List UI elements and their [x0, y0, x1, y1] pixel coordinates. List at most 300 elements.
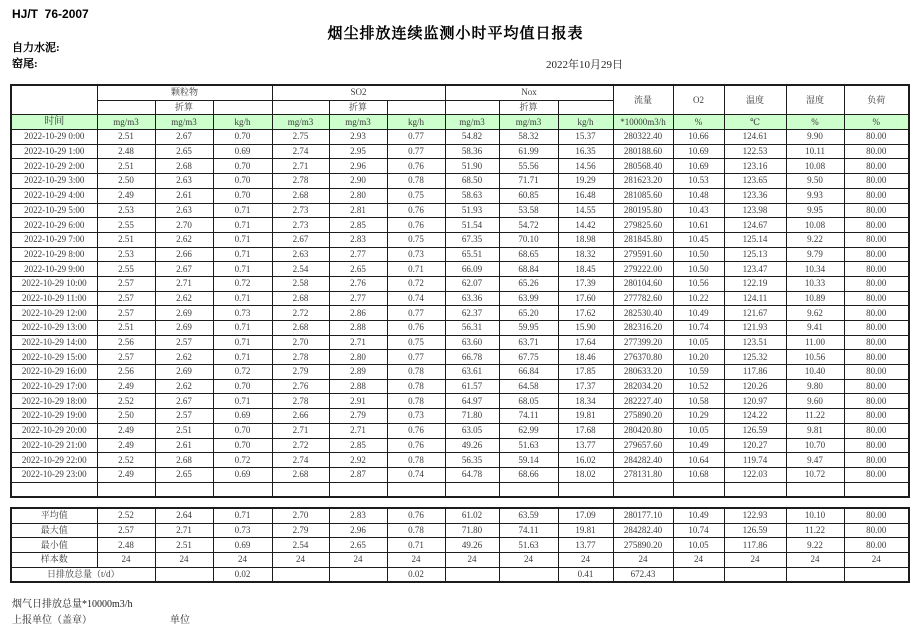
value-cell: 15.90	[558, 321, 613, 336]
value-cell: 120.27	[724, 438, 786, 453]
value-cell: 58.32	[499, 130, 558, 145]
value-cell: 17.68	[558, 423, 613, 438]
value-cell: 0.76	[387, 203, 445, 218]
value-cell: 2.75	[272, 130, 329, 145]
value-cell: 2.71	[155, 276, 213, 291]
company-label: 自力水泥:	[12, 42, 60, 54]
value-cell: 0.77	[387, 306, 445, 321]
value-cell: 282227.40	[613, 394, 673, 409]
summary-value-cell: 13.77	[558, 538, 613, 553]
value-cell: 80.00	[844, 467, 909, 482]
reporting-unit-label: 上报单位（盖章）	[12, 615, 92, 626]
unit-cell: mg/m3	[272, 115, 329, 130]
unit-cell: kg/h	[387, 115, 445, 130]
summary-value-cell: 51.63	[499, 538, 558, 553]
value-cell: 80.00	[844, 409, 909, 424]
value-cell: 80.00	[844, 394, 909, 409]
value-cell: 0.71	[213, 321, 272, 336]
value-cell: 2.69	[155, 321, 213, 336]
value-cell: 2.49	[97, 188, 155, 203]
summary-row	[11, 508, 909, 523]
value-cell: 10.29	[673, 409, 724, 424]
summary-value-cell: 24	[786, 553, 844, 568]
summary-value-cell	[499, 567, 558, 582]
value-cell: 10.05	[673, 423, 724, 438]
value-cell: 68.05	[499, 394, 558, 409]
empty-cell	[445, 482, 499, 497]
value-cell: 2.68	[155, 453, 213, 468]
value-cell: 67.75	[499, 350, 558, 365]
value-cell: 0.78	[387, 453, 445, 468]
value-cell: 0.78	[387, 174, 445, 189]
value-cell: 123.98	[724, 203, 786, 218]
value-cell: 68.50	[445, 174, 499, 189]
value-cell: 80.00	[844, 232, 909, 247]
value-cell: 49.26	[445, 438, 499, 453]
value-cell: 2.73	[272, 203, 329, 218]
value-cell: 17.85	[558, 365, 613, 380]
summary-value-cell: 2.51	[155, 538, 213, 553]
value-cell: 0.76	[387, 423, 445, 438]
value-cell: 80.00	[844, 350, 909, 365]
table-row	[11, 321, 909, 336]
value-cell: 10.08	[786, 218, 844, 233]
value-cell: 16.35	[558, 144, 613, 159]
value-cell: 10.50	[673, 262, 724, 277]
value-cell: 2.71	[272, 423, 329, 438]
value-cell: 9.90	[786, 130, 844, 145]
empty-row	[11, 482, 909, 497]
subheader-converted: 折算	[499, 100, 558, 115]
value-cell: 63.60	[445, 335, 499, 350]
summary-value-cell: 126.59	[724, 523, 786, 538]
time-cell: 2022-10-29 20:00	[11, 423, 97, 438]
value-cell: 124.11	[724, 291, 786, 306]
summary-value-cell: 0.69	[213, 538, 272, 553]
value-cell: 281085.60	[613, 188, 673, 203]
value-cell: 280195.80	[613, 203, 673, 218]
col-header-flow: 流量	[613, 85, 673, 115]
value-cell: 51.54	[445, 218, 499, 233]
value-cell: 0.72	[213, 276, 272, 291]
value-cell: 2.56	[97, 365, 155, 380]
value-cell: 2.55	[97, 218, 155, 233]
value-cell: 0.70	[213, 159, 272, 174]
value-cell: 62.07	[445, 276, 499, 291]
value-cell: 80.00	[844, 291, 909, 306]
value-cell: 16.02	[558, 453, 613, 468]
value-cell: 2.89	[329, 365, 387, 380]
summary-value-cell: 24	[499, 553, 558, 568]
table-row	[11, 130, 909, 145]
value-cell: 2.77	[329, 291, 387, 306]
value-cell: 125.32	[724, 350, 786, 365]
value-cell: 280633.20	[613, 365, 673, 380]
value-cell: 2.51	[97, 130, 155, 145]
value-cell: 18.46	[558, 350, 613, 365]
value-cell: 64.58	[499, 379, 558, 394]
value-cell: 0.70	[213, 188, 272, 203]
value-cell: 0.70	[213, 174, 272, 189]
value-cell: 11.22	[786, 409, 844, 424]
value-cell: 2.76	[329, 276, 387, 291]
value-cell: 2.68	[272, 467, 329, 482]
value-cell: 278131.80	[613, 467, 673, 482]
table-row	[11, 291, 909, 306]
value-cell: 9.95	[786, 203, 844, 218]
value-cell: 124.22	[724, 409, 786, 424]
value-cell: 10.11	[786, 144, 844, 159]
summary-value-cell: 122.93	[724, 508, 786, 523]
value-cell: 10.69	[673, 159, 724, 174]
summary-value-cell: 2.52	[97, 508, 155, 523]
unit-cell: %	[786, 115, 844, 130]
value-cell: 119.74	[724, 453, 786, 468]
summary-value-cell: 2.57	[97, 523, 155, 538]
value-cell: 62.99	[499, 423, 558, 438]
value-cell: 126.59	[724, 423, 786, 438]
summary-value-cell: 10.49	[673, 508, 724, 523]
value-cell: 66.78	[445, 350, 499, 365]
value-cell: 0.71	[213, 247, 272, 262]
value-cell: 2.67	[155, 394, 213, 409]
value-cell: 10.52	[673, 379, 724, 394]
table-row	[11, 203, 909, 218]
value-cell: 9.79	[786, 247, 844, 262]
summary-value-cell	[844, 567, 909, 582]
empty-cell	[387, 482, 445, 497]
value-cell: 0.73	[387, 247, 445, 262]
value-cell: 281623.20	[613, 174, 673, 189]
time-cell: 2022-10-29 4:00	[11, 188, 97, 203]
summary-value-cell: 24	[155, 553, 213, 568]
value-cell: 2.52	[97, 394, 155, 409]
value-cell: 2.54	[272, 262, 329, 277]
value-cell: 2.95	[329, 144, 387, 159]
value-cell: 0.72	[213, 453, 272, 468]
summary-value-cell: 2.96	[329, 523, 387, 538]
value-cell: 2.79	[329, 409, 387, 424]
summary-value-cell: 80.00	[844, 523, 909, 538]
value-cell: 63.99	[499, 291, 558, 306]
value-cell: 67.35	[445, 232, 499, 247]
value-cell: 71.80	[445, 409, 499, 424]
value-cell: 0.78	[387, 394, 445, 409]
value-cell: 9.93	[786, 188, 844, 203]
time-cell: 2022-10-29 21:00	[11, 438, 97, 453]
value-cell: 277782.60	[613, 291, 673, 306]
value-cell: 10.56	[786, 350, 844, 365]
value-cell: 0.71	[213, 232, 272, 247]
summary-value-cell	[445, 567, 499, 582]
subheader-blank	[97, 100, 155, 115]
value-cell: 10.48	[673, 188, 724, 203]
value-cell: 63.05	[445, 423, 499, 438]
value-cell: 2.62	[155, 379, 213, 394]
value-cell: 2.91	[329, 394, 387, 409]
summary-label-cell: 最大值	[11, 523, 97, 538]
value-cell: 0.78	[387, 365, 445, 380]
table-row	[11, 438, 909, 453]
value-cell: 2.74	[272, 453, 329, 468]
time-cell: 2022-10-29 7:00	[11, 232, 97, 247]
summary-value-cell: 24	[329, 553, 387, 568]
value-cell: 2.79	[272, 365, 329, 380]
value-cell: 0.71	[213, 262, 272, 277]
unit-cell: mg/m3	[155, 115, 213, 130]
value-cell: 10.49	[673, 306, 724, 321]
subheader-blank	[272, 100, 329, 115]
summary-value-cell: 74.11	[499, 523, 558, 538]
subheader-converted: 折算	[155, 100, 213, 115]
report-table-summary	[10, 507, 910, 583]
empty-cell	[329, 482, 387, 497]
summary-value-cell: 117.86	[724, 538, 786, 553]
unit-cell: *10000m3/h	[613, 115, 673, 130]
value-cell: 2.61	[155, 188, 213, 203]
value-cell: 10.70	[786, 438, 844, 453]
value-cell: 65.20	[499, 306, 558, 321]
value-cell: 10.61	[673, 218, 724, 233]
unit-cell: %	[844, 115, 909, 130]
value-cell: 2.88	[329, 321, 387, 336]
value-cell: 0.69	[213, 409, 272, 424]
time-cell: 2022-10-29 12:00	[11, 306, 97, 321]
empty-cell	[97, 482, 155, 497]
value-cell: 63.71	[499, 335, 558, 350]
value-cell: 2.62	[155, 350, 213, 365]
value-cell: 9.81	[786, 423, 844, 438]
col-header-o2: O2	[673, 85, 724, 115]
empty-cell	[499, 482, 558, 497]
value-cell: 123.36	[724, 188, 786, 203]
value-cell: 0.74	[387, 291, 445, 306]
value-cell: 2.56	[97, 335, 155, 350]
value-cell: 124.61	[724, 130, 786, 145]
value-cell: 2.71	[329, 335, 387, 350]
value-cell: 80.00	[844, 218, 909, 233]
time-cell: 2022-10-29 9:00	[11, 262, 97, 277]
value-cell: 2.50	[97, 409, 155, 424]
value-cell: 2.72	[272, 306, 329, 321]
flue-gas-total-label: 烟气日排放总量*10000m3/h	[12, 599, 133, 610]
value-cell: 80.00	[844, 174, 909, 189]
empty-cell	[844, 482, 909, 497]
value-cell: 58.63	[445, 188, 499, 203]
value-cell: 80.00	[844, 144, 909, 159]
value-cell: 17.64	[558, 335, 613, 350]
value-cell: 0.69	[213, 144, 272, 159]
value-cell: 65.26	[499, 276, 558, 291]
report-date: 2022年10月29日	[546, 59, 623, 71]
group-header-row	[11, 85, 909, 100]
value-cell: 2.65	[329, 262, 387, 277]
value-cell: 2.69	[155, 365, 213, 380]
value-cell: 19.81	[558, 409, 613, 424]
value-cell: 10.58	[673, 394, 724, 409]
value-cell: 56.35	[445, 453, 499, 468]
value-cell: 10.50	[673, 247, 724, 262]
summary-row	[11, 538, 909, 553]
value-cell: 0.75	[387, 188, 445, 203]
value-cell: 9.47	[786, 453, 844, 468]
time-cell: 2022-10-29 22:00	[11, 453, 97, 468]
value-cell: 60.85	[499, 188, 558, 203]
value-cell: 9.60	[786, 394, 844, 409]
value-cell: 18.45	[558, 262, 613, 277]
value-cell: 2.63	[272, 247, 329, 262]
empty-cell	[613, 482, 673, 497]
value-cell: 10.22	[673, 291, 724, 306]
value-cell: 10.20	[673, 350, 724, 365]
value-cell: 2.57	[97, 291, 155, 306]
empty-cell	[558, 482, 613, 497]
value-cell: 2.72	[272, 438, 329, 453]
value-cell: 53.58	[499, 203, 558, 218]
time-cell: 2022-10-29 11:00	[11, 291, 97, 306]
value-cell: 80.00	[844, 159, 909, 174]
summary-value-cell: 2.65	[329, 538, 387, 553]
table-row	[11, 174, 909, 189]
value-cell: 0.70	[213, 423, 272, 438]
value-cell: 122.19	[724, 276, 786, 291]
value-cell: 17.60	[558, 291, 613, 306]
summary-value-cell: 9.22	[786, 538, 844, 553]
value-cell: 0.69	[213, 467, 272, 482]
value-cell: 2.69	[155, 306, 213, 321]
summary-value-cell: 80.00	[844, 508, 909, 523]
value-cell: 2.61	[155, 438, 213, 453]
value-cell: 2.80	[329, 188, 387, 203]
value-cell: 0.71	[213, 394, 272, 409]
summary-value-cell: 2.64	[155, 508, 213, 523]
value-cell: 51.93	[445, 203, 499, 218]
value-cell: 2.57	[97, 350, 155, 365]
value-cell: 123.65	[724, 174, 786, 189]
unit-cell: %	[673, 115, 724, 130]
value-cell: 9.22	[786, 232, 844, 247]
value-cell: 2.49	[97, 467, 155, 482]
value-cell: 282530.40	[613, 306, 673, 321]
time-cell: 2022-10-29 1:00	[11, 144, 97, 159]
summary-value-cell	[329, 567, 387, 582]
time-cell: 2022-10-29 14:00	[11, 335, 97, 350]
value-cell: 2.83	[329, 232, 387, 247]
summary-value-cell: 280177.10	[613, 508, 673, 523]
value-cell: 2.68	[272, 291, 329, 306]
value-cell: 0.70	[213, 130, 272, 145]
unit-cell: mg/m3	[97, 115, 155, 130]
value-cell: 2.57	[155, 409, 213, 424]
value-cell: 10.53	[673, 174, 724, 189]
summary-value-cell: 284282.40	[613, 523, 673, 538]
subheader-converted: 折算	[329, 100, 387, 115]
time-cell: 2022-10-29 0:00	[11, 130, 97, 145]
summary-row	[11, 553, 909, 568]
value-cell: 2.74	[272, 144, 329, 159]
time-cell: 2022-10-29 2:00	[11, 159, 97, 174]
value-cell: 0.77	[387, 350, 445, 365]
summary-value-cell: 2.70	[272, 508, 329, 523]
col-header-temperature: 温度	[724, 85, 786, 115]
value-cell: 2.48	[97, 144, 155, 159]
value-cell: 0.75	[387, 335, 445, 350]
value-cell: 80.00	[844, 379, 909, 394]
value-cell: 2.78	[272, 394, 329, 409]
summary-label-cell: 平均值	[11, 508, 97, 523]
empty-cell	[272, 482, 329, 497]
value-cell: 2.57	[97, 306, 155, 321]
standard-code: HJ/T 76-2007	[12, 7, 89, 21]
table-row	[11, 394, 909, 409]
time-cell: 2022-10-29 8:00	[11, 247, 97, 262]
summary-value-cell	[724, 567, 786, 582]
time-cell: 2022-10-29 17:00	[11, 379, 97, 394]
empty-cell	[155, 482, 213, 497]
value-cell: 54.82	[445, 130, 499, 145]
value-cell: 80.00	[844, 262, 909, 277]
table-row	[11, 350, 909, 365]
value-cell: 10.72	[786, 467, 844, 482]
value-cell: 2.93	[329, 130, 387, 145]
summary-value-cell: 0.76	[387, 508, 445, 523]
value-cell: 117.86	[724, 365, 786, 380]
value-cell: 10.49	[673, 438, 724, 453]
value-cell: 123.47	[724, 262, 786, 277]
value-cell: 14.56	[558, 159, 613, 174]
report-table-main	[10, 84, 910, 498]
value-cell: 68.84	[499, 262, 558, 277]
value-cell: 66.84	[499, 365, 558, 380]
value-cell: 2.86	[329, 306, 387, 321]
value-cell: 2.67	[155, 130, 213, 145]
value-cell: 2.58	[272, 276, 329, 291]
value-cell: 2.78	[272, 350, 329, 365]
summary-value-cell: 24	[213, 553, 272, 568]
subheader-blank	[213, 100, 272, 115]
value-cell: 280188.60	[613, 144, 673, 159]
unit-label: 单位	[170, 615, 190, 626]
value-cell: 2.53	[97, 203, 155, 218]
value-cell: 2.62	[155, 232, 213, 247]
value-cell: 277399.20	[613, 335, 673, 350]
value-cell: 122.03	[724, 467, 786, 482]
summary-value-cell: 10.74	[673, 523, 724, 538]
value-cell: 14.55	[558, 203, 613, 218]
value-cell: 10.05	[673, 335, 724, 350]
value-cell: 0.71	[387, 262, 445, 277]
value-cell: 18.98	[558, 232, 613, 247]
value-cell: 80.00	[844, 365, 909, 380]
value-cell: 0.71	[213, 335, 272, 350]
value-cell: 2.51	[155, 423, 213, 438]
summary-value-cell: 10.10	[786, 508, 844, 523]
summary-row	[11, 523, 909, 538]
unit-cell: ℃	[724, 115, 786, 130]
value-cell: 10.89	[786, 291, 844, 306]
value-cell: 0.77	[387, 144, 445, 159]
value-cell: 9.62	[786, 306, 844, 321]
summary-value-cell	[155, 567, 213, 582]
value-cell: 68.65	[499, 247, 558, 262]
value-cell: 0.70	[213, 438, 272, 453]
summary-value-cell: 275890.20	[613, 538, 673, 553]
summary-row	[11, 567, 909, 582]
time-cell: 2022-10-29 16:00	[11, 365, 97, 380]
value-cell: 80.00	[844, 438, 909, 453]
value-cell: 2.70	[155, 218, 213, 233]
value-cell: 282034.20	[613, 379, 673, 394]
